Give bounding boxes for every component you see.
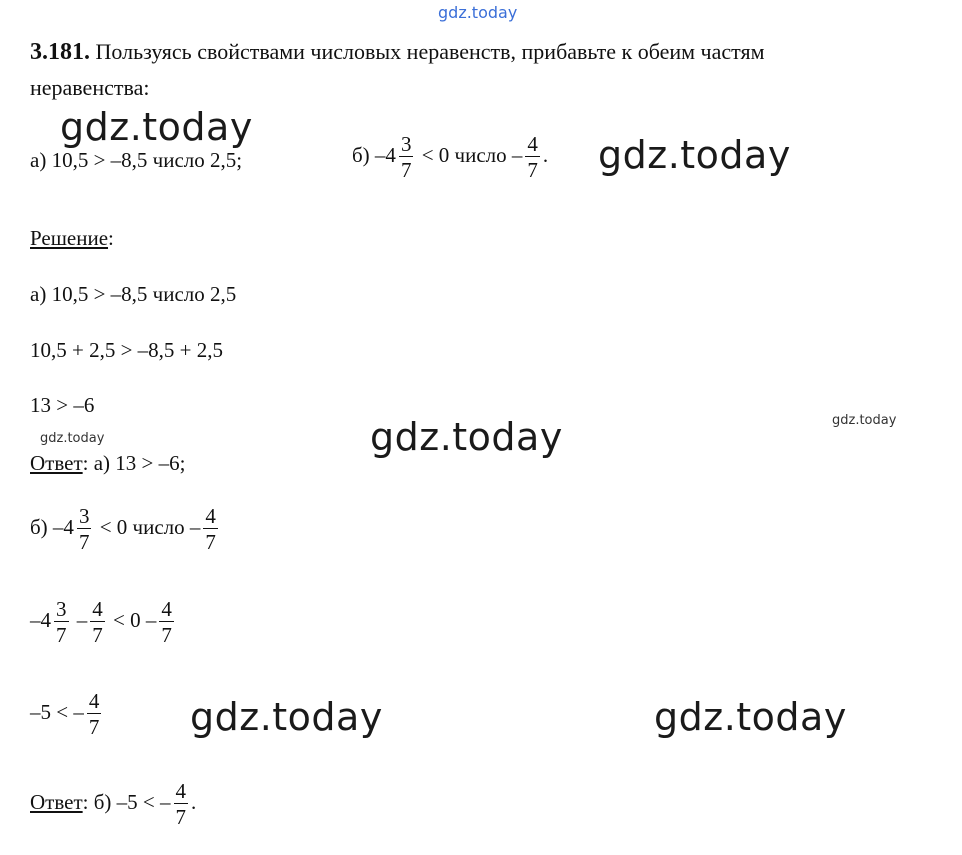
solution-b-line1 <box>30 505 221 553</box>
problem-line-2: неравенства: <box>30 75 150 100</box>
answer-a-text: : а) 13 > –6; <box>82 451 186 475</box>
frac-num: 3 <box>400 132 412 156</box>
answer-b-text: : б) –5 < – <box>82 789 171 814</box>
solution-b-line3 <box>30 690 104 738</box>
fraction <box>54 598 69 646</box>
frac-num: 3 <box>56 597 67 621</box>
b1-mid: < 0 число – <box>99 514 201 539</box>
frac-num: 4 <box>205 504 216 528</box>
solution-heading-colon: : <box>108 226 114 250</box>
fraction <box>90 598 105 646</box>
b2-op: – <box>76 607 88 632</box>
answer-b-end: . <box>191 789 197 814</box>
fraction <box>203 505 218 553</box>
watermark-small-right: gdz.today <box>832 413 897 428</box>
answer-label: Ответ <box>30 451 83 475</box>
part-b-prefix: б) –4 <box>352 142 396 167</box>
watermark-small-left: gdz.today <box>40 431 105 446</box>
frac-num: 4 <box>92 597 103 621</box>
fraction <box>159 598 174 646</box>
frac-den: 7 <box>161 623 172 648</box>
solution-heading <box>30 228 114 249</box>
frac-den: 7 <box>527 158 538 183</box>
frac-den: 7 <box>88 715 100 740</box>
problem-text-1: Пользуясь свойствами числовых неравенств, прибавьте к обеим частям <box>95 39 765 64</box>
part-b-end: . <box>542 142 549 167</box>
watermark-4: gdz.today <box>190 695 383 739</box>
frac-num: 4 <box>175 779 186 803</box>
problem-part-b <box>352 133 548 181</box>
fraction <box>174 780 189 828</box>
b2-prefix: –4 <box>30 607 51 632</box>
frac-den: 7 <box>92 623 103 648</box>
solution-a-line2: 10,5 + 2,5 > –8,5 + 2,5 <box>30 338 224 362</box>
solution-a-line3: 13 > –6 <box>30 393 95 417</box>
b3-prefix: –5 < – <box>30 699 84 724</box>
fraction <box>87 690 102 738</box>
b1-prefix: б) –4 <box>30 514 74 539</box>
frac-den: 7 <box>175 805 186 830</box>
frac-den: 7 <box>400 158 412 183</box>
frac-num: 4 <box>88 689 100 713</box>
frac-den: 7 <box>78 530 90 555</box>
part-b-middle: < 0 число – <box>421 142 523 167</box>
problem-number: 3.181. <box>30 39 90 65</box>
fraction <box>77 505 92 553</box>
watermark-1: gdz.today <box>60 105 253 149</box>
watermark-2: gdz.today <box>598 133 791 177</box>
problem-line-1 <box>30 40 765 64</box>
answer-label: Ответ <box>30 789 83 814</box>
frac-den: 7 <box>205 530 216 555</box>
solution-heading-text: Решение <box>30 226 109 250</box>
frac-num: 4 <box>527 132 538 156</box>
fraction <box>399 133 414 181</box>
answer-b <box>30 780 196 828</box>
frac-num: 4 <box>161 597 172 621</box>
fraction <box>525 133 540 181</box>
solution-a-line1: а) 10,5 > –8,5 число 2,5 <box>30 282 237 306</box>
frac-num: 3 <box>78 504 90 528</box>
watermark-5: gdz.today <box>654 695 847 739</box>
watermark-top: gdz.today <box>438 3 518 22</box>
b2-mid: < 0 – <box>113 607 157 632</box>
frac-den: 7 <box>56 623 67 648</box>
solution-b-line2 <box>30 598 177 646</box>
watermark-3: gdz.today <box>370 415 563 459</box>
answer-a <box>30 453 185 474</box>
problem-part-a: а) 10,5 > –8,5 число 2,5; <box>30 148 243 172</box>
